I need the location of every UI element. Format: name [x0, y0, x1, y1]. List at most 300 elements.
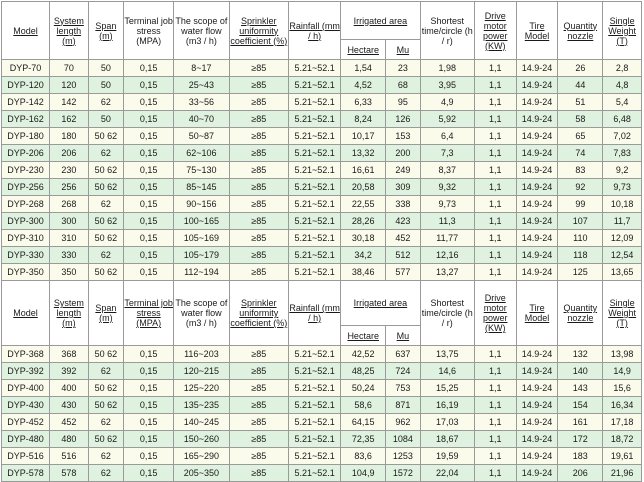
table-cell: 162 [50, 111, 89, 128]
table-cell: 1,1 [474, 380, 516, 397]
table-cell: 140~245 [174, 414, 229, 431]
table-cell: DYP-480 [2, 431, 50, 448]
table-cell: 50 62 [88, 264, 123, 281]
table-cell: 1,1 [474, 77, 516, 94]
table-cell: 14.9-24 [516, 264, 558, 281]
table-cell: 1,1 [474, 247, 516, 264]
table-cell: DYP-162 [2, 111, 50, 128]
table-cell: 0,15 [124, 128, 174, 145]
table-cell: 7,83 [603, 145, 642, 162]
table-cell: 50 62 [88, 230, 123, 247]
table-cell: ≥85 [229, 230, 289, 247]
table-cell: 51 [558, 94, 603, 111]
table-cell: 1,1 [474, 162, 516, 179]
col-header-quantity-nozzle: Quantity nozzle [558, 2, 603, 60]
table-cell: 4,9 [420, 94, 474, 111]
table-cell: 206 [558, 465, 603, 482]
table-cell: 0,15 [124, 397, 174, 414]
col-header-terminal-job-stress: Terminal job stress (MPA) [124, 2, 174, 60]
table-cell: 9,73 [603, 179, 642, 196]
table-row [2, 77, 642, 94]
table-row [2, 230, 642, 247]
table-row [2, 128, 642, 145]
table-cell: 50 [88, 77, 123, 94]
table-cell: 1,1 [474, 230, 516, 247]
table-cell: 44 [558, 77, 603, 94]
table-cell: 16,19 [420, 397, 474, 414]
col-header-mu-2: Mu [386, 326, 420, 346]
table-cell: 50 62 [88, 162, 123, 179]
table-cell: 309 [386, 179, 420, 196]
col-header-single-weight-2: Single Weight (T) [603, 281, 642, 346]
header-block-2 [2, 281, 642, 346]
table-cell: 125 [558, 264, 603, 281]
table-row [2, 431, 642, 448]
table-cell: 142 [50, 94, 89, 111]
table-cell: 118 [558, 247, 603, 264]
table-cell: 5.21~52.1 [289, 145, 341, 162]
table-cell: 48,25 [341, 363, 386, 380]
table-cell: DYP-368 [2, 346, 50, 363]
table-cell: 0,15 [124, 162, 174, 179]
table-cell: 0,15 [124, 145, 174, 162]
table-cell: 8~17 [174, 60, 229, 77]
table-row [2, 448, 642, 465]
table-cell: 153 [386, 128, 420, 145]
table-cell: ≥85 [229, 196, 289, 213]
table-cell: 5.21~52.1 [289, 397, 341, 414]
table-cell: 5.21~52.1 [289, 363, 341, 380]
table-cell: 50 62 [88, 128, 123, 145]
table-cell: 1,1 [474, 111, 516, 128]
table-cell: 19,59 [420, 448, 474, 465]
table-cell: 62 [88, 247, 123, 264]
table-cell: DYP-400 [2, 380, 50, 397]
table-cell: DYP-350 [2, 264, 50, 281]
col-header-terminal-job-stress-2: Terminal job stress (MPA) [124, 281, 174, 346]
table-cell: 62 [88, 196, 123, 213]
table-cell: 400 [50, 380, 89, 397]
table-cell: ≥85 [229, 128, 289, 145]
col-header-model: Model [2, 2, 50, 60]
table-cell: 50 [88, 111, 123, 128]
table-cell: 14,6 [420, 363, 474, 380]
table-cell: 724 [386, 363, 420, 380]
table-cell: 0,15 [124, 414, 174, 431]
table-cell: 112~194 [174, 264, 229, 281]
table-cell: 14.9-24 [516, 363, 558, 380]
table-cell: 0,15 [124, 230, 174, 247]
table-cell: 1,1 [474, 196, 516, 213]
table-cell: 90~156 [174, 196, 229, 213]
table-row [2, 397, 642, 414]
table-cell: 22,04 [420, 465, 474, 482]
table-cell: ≥85 [229, 77, 289, 94]
table-cell: 14.9-24 [516, 179, 558, 196]
table-cell: 17,18 [603, 414, 642, 431]
table-cell: DYP-180 [2, 128, 50, 145]
table-cell: 1,1 [474, 346, 516, 363]
table-body-1 [2, 60, 642, 281]
table-cell: DYP-70 [2, 60, 50, 77]
table-cell: 5.21~52.1 [289, 196, 341, 213]
table-cell: 10,18 [603, 196, 642, 213]
table-cell: 150~260 [174, 431, 229, 448]
table-cell: 5,4 [603, 94, 642, 111]
table-cell: 1,1 [474, 414, 516, 431]
table-cell: 50 62 [88, 397, 123, 414]
table-cell: 1,1 [474, 179, 516, 196]
table-cell: 423 [386, 213, 420, 230]
table-cell: 6,33 [341, 94, 386, 111]
table-cell: 0,15 [124, 77, 174, 94]
col-header-system-length-2: System length (m) [50, 281, 89, 346]
col-header-rainfall-2: Rainfall (mm / h) [289, 281, 341, 346]
table-cell: 0,15 [124, 264, 174, 281]
table-cell: 9,32 [420, 179, 474, 196]
table-cell: 0,15 [124, 111, 174, 128]
table-cell: 1253 [386, 448, 420, 465]
table-cell: 256 [50, 179, 89, 196]
table-cell: 125~220 [174, 380, 229, 397]
table-cell: ≥85 [229, 448, 289, 465]
table-row [2, 145, 642, 162]
table-cell: 14.9-24 [516, 414, 558, 431]
table-cell: 0,15 [124, 213, 174, 230]
table-cell: 62 [88, 465, 123, 482]
table-cell: 50 62 [88, 213, 123, 230]
table-cell: 14.9-24 [516, 431, 558, 448]
table-cell: ≥85 [229, 145, 289, 162]
table-cell: 85~145 [174, 179, 229, 196]
table-cell: 19,61 [603, 448, 642, 465]
table-cell: DYP-330 [2, 247, 50, 264]
table-cell: 14.9-24 [516, 213, 558, 230]
header-row-1 [2, 2, 642, 40]
col-header-rainfall: Rainfall (mm / h) [289, 2, 341, 60]
table-row [2, 363, 642, 380]
table-cell: 0,15 [124, 247, 174, 264]
table-cell: 5.21~52.1 [289, 111, 341, 128]
table-cell: 0,15 [124, 431, 174, 448]
col-header-model-2: Model [2, 281, 50, 346]
table-cell: 368 [50, 346, 89, 363]
table-cell: 338 [386, 196, 420, 213]
table-cell: 0,15 [124, 179, 174, 196]
table-cell: 165~290 [174, 448, 229, 465]
table-cell: DYP-392 [2, 363, 50, 380]
table-row [2, 162, 642, 179]
table-cell: 14.9-24 [516, 60, 558, 77]
table-cell: 5.21~52.1 [289, 431, 341, 448]
table-cell: 5.21~52.1 [289, 264, 341, 281]
table-cell: DYP-300 [2, 213, 50, 230]
table-cell: 5.21~52.1 [289, 60, 341, 77]
col-header-sprinkler-uniformity: Sprinkler uniformity coefficient (%) [229, 2, 289, 60]
table-cell: 1,1 [474, 94, 516, 111]
table-cell: 871 [386, 397, 420, 414]
table-cell: ≥85 [229, 363, 289, 380]
table-cell: 105~179 [174, 247, 229, 264]
table-cell: 75~130 [174, 162, 229, 179]
table-row [2, 213, 642, 230]
header-row-3 [2, 281, 642, 326]
table-cell: 72,35 [341, 431, 386, 448]
table-cell: 8,37 [420, 162, 474, 179]
table-cell: 1,1 [474, 397, 516, 414]
table-cell: 13,27 [420, 264, 474, 281]
table-cell: 1,1 [474, 465, 516, 482]
col-header-quantity-nozzle-2: Quantity nozzle [558, 281, 603, 346]
table-cell: 62 [88, 363, 123, 380]
table-cell: ≥85 [229, 111, 289, 128]
table-cell: 1,1 [474, 145, 516, 162]
table-cell: 26 [558, 60, 603, 77]
table-cell: 68 [386, 77, 420, 94]
table-cell: 120 [50, 77, 89, 94]
table-cell: 92 [558, 179, 603, 196]
table-cell: 962 [386, 414, 420, 431]
col-header-tire-model-2: Tire Model [516, 281, 558, 346]
table-cell: 14.9-24 [516, 465, 558, 482]
table-cell: 14,9 [603, 363, 642, 380]
table-cell: 2,8 [603, 60, 642, 77]
col-header-drive-motor-power: Drive motor power (KW) [474, 2, 516, 60]
table-cell: 516 [50, 448, 89, 465]
table-cell: 64,15 [341, 414, 386, 431]
table-cell: 42,52 [341, 346, 386, 363]
table-cell: 116~203 [174, 346, 229, 363]
table-cell: 83,6 [341, 448, 386, 465]
table-cell: 5.21~52.1 [289, 414, 341, 431]
table-cell: 9,73 [420, 196, 474, 213]
table-cell: 350 [50, 264, 89, 281]
table-cell: 5.21~52.1 [289, 247, 341, 264]
table-cell: 18,67 [420, 431, 474, 448]
table-cell: ≥85 [229, 162, 289, 179]
table-cell: 33~56 [174, 94, 229, 111]
table-cell: 330 [50, 247, 89, 264]
col-header-drive-motor-power-2: Drive motor power (KW) [474, 281, 516, 346]
col-header-tire-model: Tire Model [516, 2, 558, 60]
table-cell: 5.21~52.1 [289, 380, 341, 397]
table-cell: ≥85 [229, 431, 289, 448]
table-cell: 62 [88, 145, 123, 162]
table-cell: ≥85 [229, 346, 289, 363]
table-cell: 300 [50, 213, 89, 230]
table-cell: 430 [50, 397, 89, 414]
table-cell: 107 [558, 213, 603, 230]
table-cell: 14.9-24 [516, 128, 558, 145]
col-header-mu: Mu [386, 40, 420, 60]
table-cell: 95 [386, 94, 420, 111]
table-cell: 1084 [386, 431, 420, 448]
table-cell: 20,58 [341, 179, 386, 196]
table-cell: DYP-256 [2, 179, 50, 196]
table-cell: 154 [558, 397, 603, 414]
table-row [2, 264, 642, 281]
table-cell: DYP-452 [2, 414, 50, 431]
table-cell: 183 [558, 448, 603, 465]
table-cell: 5.21~52.1 [289, 94, 341, 111]
table-cell: 5.21~52.1 [289, 213, 341, 230]
table-cell: 14.9-24 [516, 196, 558, 213]
table-cell: 0,15 [124, 60, 174, 77]
table-cell: 50~87 [174, 128, 229, 145]
table-cell: 25~43 [174, 77, 229, 94]
table-cell: 5.21~52.1 [289, 77, 341, 94]
table-cell: 310 [50, 230, 89, 247]
table-cell: 392 [50, 363, 89, 380]
table-cell: 14.9-24 [516, 247, 558, 264]
table-cell: 452 [50, 414, 89, 431]
table-cell: 5.21~52.1 [289, 346, 341, 363]
table-cell: 268 [50, 196, 89, 213]
table-cell: 135~235 [174, 397, 229, 414]
table-cell: 13,65 [603, 264, 642, 281]
table-cell: ≥85 [229, 213, 289, 230]
table-cell: 14.9-24 [516, 77, 558, 94]
table-cell: 4,52 [341, 77, 386, 94]
col-header-water-flow: The scope of water flow (m3 / h) [174, 2, 229, 60]
table-cell: 8,24 [341, 111, 386, 128]
table-cell: 577 [386, 264, 420, 281]
table-cell: 161 [558, 414, 603, 431]
table-cell: 14.9-24 [516, 162, 558, 179]
table-cell: 1,54 [341, 60, 386, 77]
table-cell: ≥85 [229, 414, 289, 431]
table-cell: 180 [50, 128, 89, 145]
col-header-shortest-time-2: Shortest time/circle (h / r) [420, 281, 474, 346]
table-cell: ≥85 [229, 465, 289, 482]
table-cell: 1,1 [474, 60, 516, 77]
table-cell: DYP-516 [2, 448, 50, 465]
table-cell: 205~350 [174, 465, 229, 482]
table-cell: 4,8 [603, 77, 642, 94]
table-cell: 14.9-24 [516, 230, 558, 247]
table-cell: 11,77 [420, 230, 474, 247]
table-cell: 13,32 [341, 145, 386, 162]
table-cell: 5.21~52.1 [289, 128, 341, 145]
table-cell: 0,15 [124, 448, 174, 465]
table-cell: ≥85 [229, 179, 289, 196]
table-cell: 5.21~52.1 [289, 448, 341, 465]
table-cell: 16,61 [341, 162, 386, 179]
table-cell: 11,3 [420, 213, 474, 230]
table-cell: 578 [50, 465, 89, 482]
table-cell: DYP-206 [2, 145, 50, 162]
table-cell: 1,1 [474, 363, 516, 380]
table-cell: 65 [558, 128, 603, 145]
table-cell: 11,7 [603, 213, 642, 230]
col-header-irrigated-area: Irrigated area [341, 2, 420, 40]
table-cell: 18,72 [603, 431, 642, 448]
table-cell: 104,9 [341, 465, 386, 482]
col-header-shortest-time: Shortest time/circle (h / r) [420, 2, 474, 60]
table-cell: 512 [386, 247, 420, 264]
table-cell: ≥85 [229, 397, 289, 414]
table-cell: 13,75 [420, 346, 474, 363]
table-cell: 28,26 [341, 213, 386, 230]
table-cell: 15,6 [603, 380, 642, 397]
table-row [2, 111, 642, 128]
table-row [2, 196, 642, 213]
table-cell: 126 [386, 111, 420, 128]
table-cell: 753 [386, 380, 420, 397]
table-cell: 1572 [386, 465, 420, 482]
table-cell: 62 [88, 414, 123, 431]
table-cell: 0,15 [124, 94, 174, 111]
table-cell: ≥85 [229, 380, 289, 397]
col-header-irrigated-area-2: Irrigated area [341, 281, 420, 326]
col-header-sprinkler-uniformity-2: Sprinkler uniformity coefficient (%) [229, 281, 289, 346]
table-cell: 1,98 [420, 60, 474, 77]
table-row [2, 346, 642, 363]
table-cell: 1,1 [474, 431, 516, 448]
table-cell: DYP-430 [2, 397, 50, 414]
col-header-water-flow-2: The scope of water flow (m3 / h) [174, 281, 229, 346]
table-cell: 0,15 [124, 465, 174, 482]
table-cell: 14.9-24 [516, 397, 558, 414]
table-cell: 100~165 [174, 213, 229, 230]
table-cell: 50 62 [88, 380, 123, 397]
table-cell: 16,34 [603, 397, 642, 414]
table-cell: 50,24 [341, 380, 386, 397]
table-cell: 23 [386, 60, 420, 77]
table-cell: 0,15 [124, 380, 174, 397]
table-cell: ≥85 [229, 247, 289, 264]
table-cell: 58 [558, 111, 603, 128]
table-cell: 14.9-24 [516, 448, 558, 465]
table-cell: 0,15 [124, 196, 174, 213]
table-cell: 30,18 [341, 230, 386, 247]
table-row [2, 465, 642, 482]
table-cell: 110 [558, 230, 603, 247]
table-cell: 58,6 [341, 397, 386, 414]
col-header-hectare-2: Hectare [341, 326, 386, 346]
table-cell: 62~106 [174, 145, 229, 162]
table-cell: 132 [558, 346, 603, 363]
table-body-2 [2, 346, 642, 482]
col-header-system-length: System length (m) [50, 2, 89, 60]
table-cell: 17,03 [420, 414, 474, 431]
table-cell: 62 [88, 448, 123, 465]
table-cell: 50 62 [88, 179, 123, 196]
table-cell: 0,15 [124, 363, 174, 380]
table-cell: 99 [558, 196, 603, 213]
table-cell: 249 [386, 162, 420, 179]
table-cell: 7,02 [603, 128, 642, 145]
table-cell: 14.9-24 [516, 94, 558, 111]
table-cell: 21,96 [603, 465, 642, 482]
pivot-spec-table [1, 1, 642, 482]
table-row [2, 414, 642, 431]
table-row [2, 380, 642, 397]
table-cell: 10,17 [341, 128, 386, 145]
table-row [2, 179, 642, 196]
table-cell: 70 [50, 60, 89, 77]
table-cell: 14.9-24 [516, 380, 558, 397]
table-cell: 452 [386, 230, 420, 247]
table-cell: 50 62 [88, 346, 123, 363]
col-header-span: Span (m) [88, 2, 123, 60]
table-cell: 1,1 [474, 264, 516, 281]
table-cell: 1,1 [474, 448, 516, 465]
table-cell: 12,16 [420, 247, 474, 264]
table-cell: 5.21~52.1 [289, 465, 341, 482]
table-cell: 38,46 [341, 264, 386, 281]
table-cell: 143 [558, 380, 603, 397]
